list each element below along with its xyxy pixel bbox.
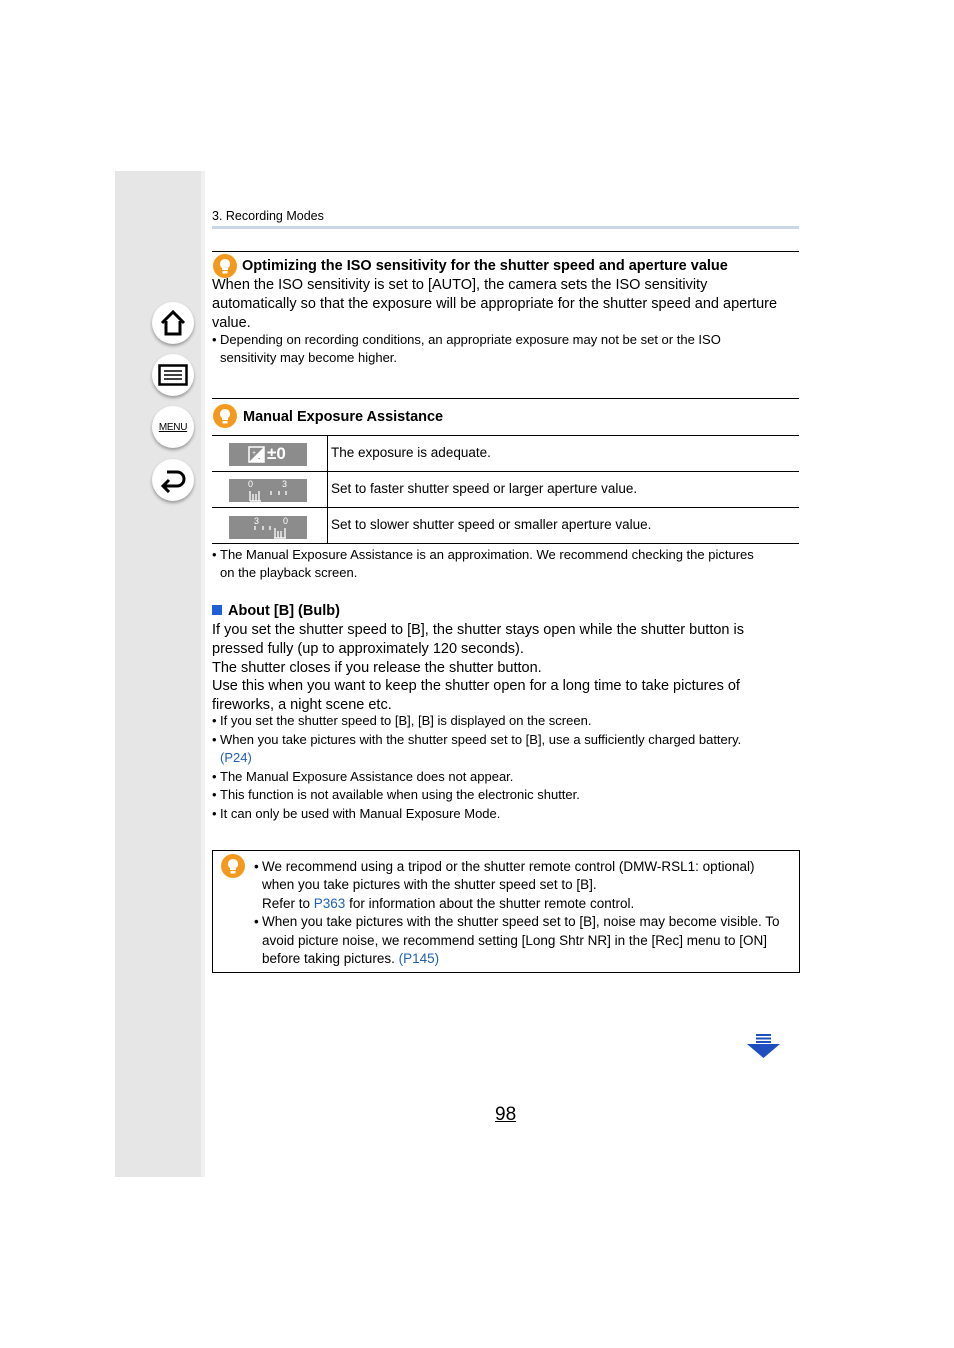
table-rule xyxy=(212,507,799,508)
tip-line: When you take pictures with the shutter speed set to [B], noise may become visible. To xyxy=(262,914,780,929)
svg-text:+: + xyxy=(252,450,257,457)
iso-line: automatically so that the exposure will be appropriate for the shutter speed and aperture xyxy=(212,295,778,312)
breadcrumb-rule xyxy=(212,226,799,229)
assist-note-line: on the playback screen. xyxy=(220,565,358,580)
tip-line: when you take pictures with the shutter speed set to [B]. xyxy=(262,877,597,892)
section-rule xyxy=(212,251,799,252)
exposure-adequate-indicator xyxy=(229,443,307,466)
back-button[interactable] xyxy=(152,459,194,501)
iso-line: When the ISO sensitivity is set to [AUTO], the camera sets the ISO sensitivity xyxy=(212,277,708,293)
exposure-value: ±0 xyxy=(267,444,286,463)
iso-bullet xyxy=(212,331,802,367)
table-column-rule xyxy=(327,435,328,543)
bulb-bullet xyxy=(212,731,802,767)
tip-bullet-marker: • xyxy=(254,914,259,929)
tip-line xyxy=(262,950,439,969)
table-rule xyxy=(212,435,799,436)
row-description: The exposure is adequate. xyxy=(331,445,491,460)
bulb-bullet: • This function is not available when using the electronic shutter. xyxy=(212,786,802,804)
tip-line xyxy=(262,895,634,914)
row-description: Set to faster shutter speed or larger aperture value. xyxy=(331,481,638,496)
bulb-bullet: • It can only be used with Manual Exposure Mode. xyxy=(212,805,802,823)
page-link[interactable]: (P24) xyxy=(220,750,252,765)
bulb-bullet: • If you set the shutter speed to [B], [B] is displayed on the screen. xyxy=(212,712,802,730)
bulb-line: pressed fully (up to approximately 120 seconds). xyxy=(212,640,524,657)
tip-line: We recommend using a tripod or the shutter remote control (DMW-RSL1: optional) xyxy=(262,859,755,874)
table-rule xyxy=(212,471,799,472)
list-icon xyxy=(158,364,188,386)
scale-label: 0 xyxy=(283,516,289,526)
section-marker-icon xyxy=(212,605,222,615)
assist-heading: Manual Exposure Assistance xyxy=(243,409,444,425)
table-rule xyxy=(212,543,799,544)
scale-label: 3 xyxy=(282,479,288,489)
tip-icon xyxy=(221,854,245,878)
assist-note-line: • The Manual Exposure Assistance is an approximation. We recommend checking the pictures xyxy=(220,547,754,562)
bulb-line: Use this when you want to keep the shutter open for a long time to take pictures of xyxy=(212,678,740,695)
bulb-heading xyxy=(212,603,340,619)
breadcrumb: 3. Recording Modes xyxy=(212,209,324,223)
tip-line: avoid picture noise, we recommend setting [Long Shtr NR] in the [Rec] menu to [ON] xyxy=(262,933,767,948)
section-rule xyxy=(212,398,799,399)
page-link[interactable]: (P145) xyxy=(398,951,440,966)
svg-text:-: - xyxy=(258,456,261,463)
bulb-bullet-text: • When you take pictures with the shutter speed set to [B], use a sufficiently charged battery. xyxy=(220,732,742,747)
menu-icon: MENU xyxy=(158,421,188,433)
bulb-heading-text: About [B] (Bulb) xyxy=(228,603,340,619)
sidebar-edge xyxy=(201,171,205,1177)
back-arrow-icon xyxy=(159,467,187,493)
iso-paragraph xyxy=(212,276,802,332)
iso-line: value. xyxy=(212,314,251,331)
tip-icon xyxy=(213,404,237,428)
iso-bullet-line: sensitivity may become higher. xyxy=(220,350,398,365)
next-page-arrow-icon[interactable] xyxy=(747,1034,780,1059)
scale-label: 3 xyxy=(254,516,260,526)
bulb-paragraph xyxy=(212,621,802,715)
bulb-bullet: • The Manual Exposure Assistance does not appear. xyxy=(212,768,802,786)
tip-text: Refer to xyxy=(262,896,314,911)
page-link[interactable]: P363 xyxy=(313,896,346,911)
tip-box xyxy=(212,850,800,973)
menu-button[interactable] xyxy=(152,406,194,448)
assist-note xyxy=(212,546,802,582)
row-description: Set to slower shutter speed or smaller aperture value. xyxy=(331,517,652,532)
iso-bullet-line: • Depending on recording conditions, an appropriate exposure may not be set or the ISO xyxy=(220,332,721,347)
underexposure-indicator xyxy=(229,479,307,502)
home-button[interactable] xyxy=(152,302,194,344)
contents-button[interactable] xyxy=(152,354,194,396)
iso-heading: Optimizing the ISO sensitivity for the shutter speed and aperture value xyxy=(242,258,728,274)
tip-bullet-marker: • xyxy=(254,859,259,874)
overexposure-indicator xyxy=(229,516,307,539)
tip-icon xyxy=(213,254,237,278)
tip-text: before taking pictures. xyxy=(262,951,399,966)
bulb-line: fireworks, a night scene etc. xyxy=(212,697,392,714)
page-number: 98 xyxy=(495,1104,517,1125)
home-icon xyxy=(159,309,187,337)
bulb-line: The shutter closes if you release the shutter button. xyxy=(212,659,542,676)
bulb-line: If you set the shutter speed to [B], the shutter stays open while the shutter button is xyxy=(212,622,744,638)
scale-label: 0 xyxy=(248,479,254,489)
tip-text: for information about the shutter remote control. xyxy=(345,896,635,911)
